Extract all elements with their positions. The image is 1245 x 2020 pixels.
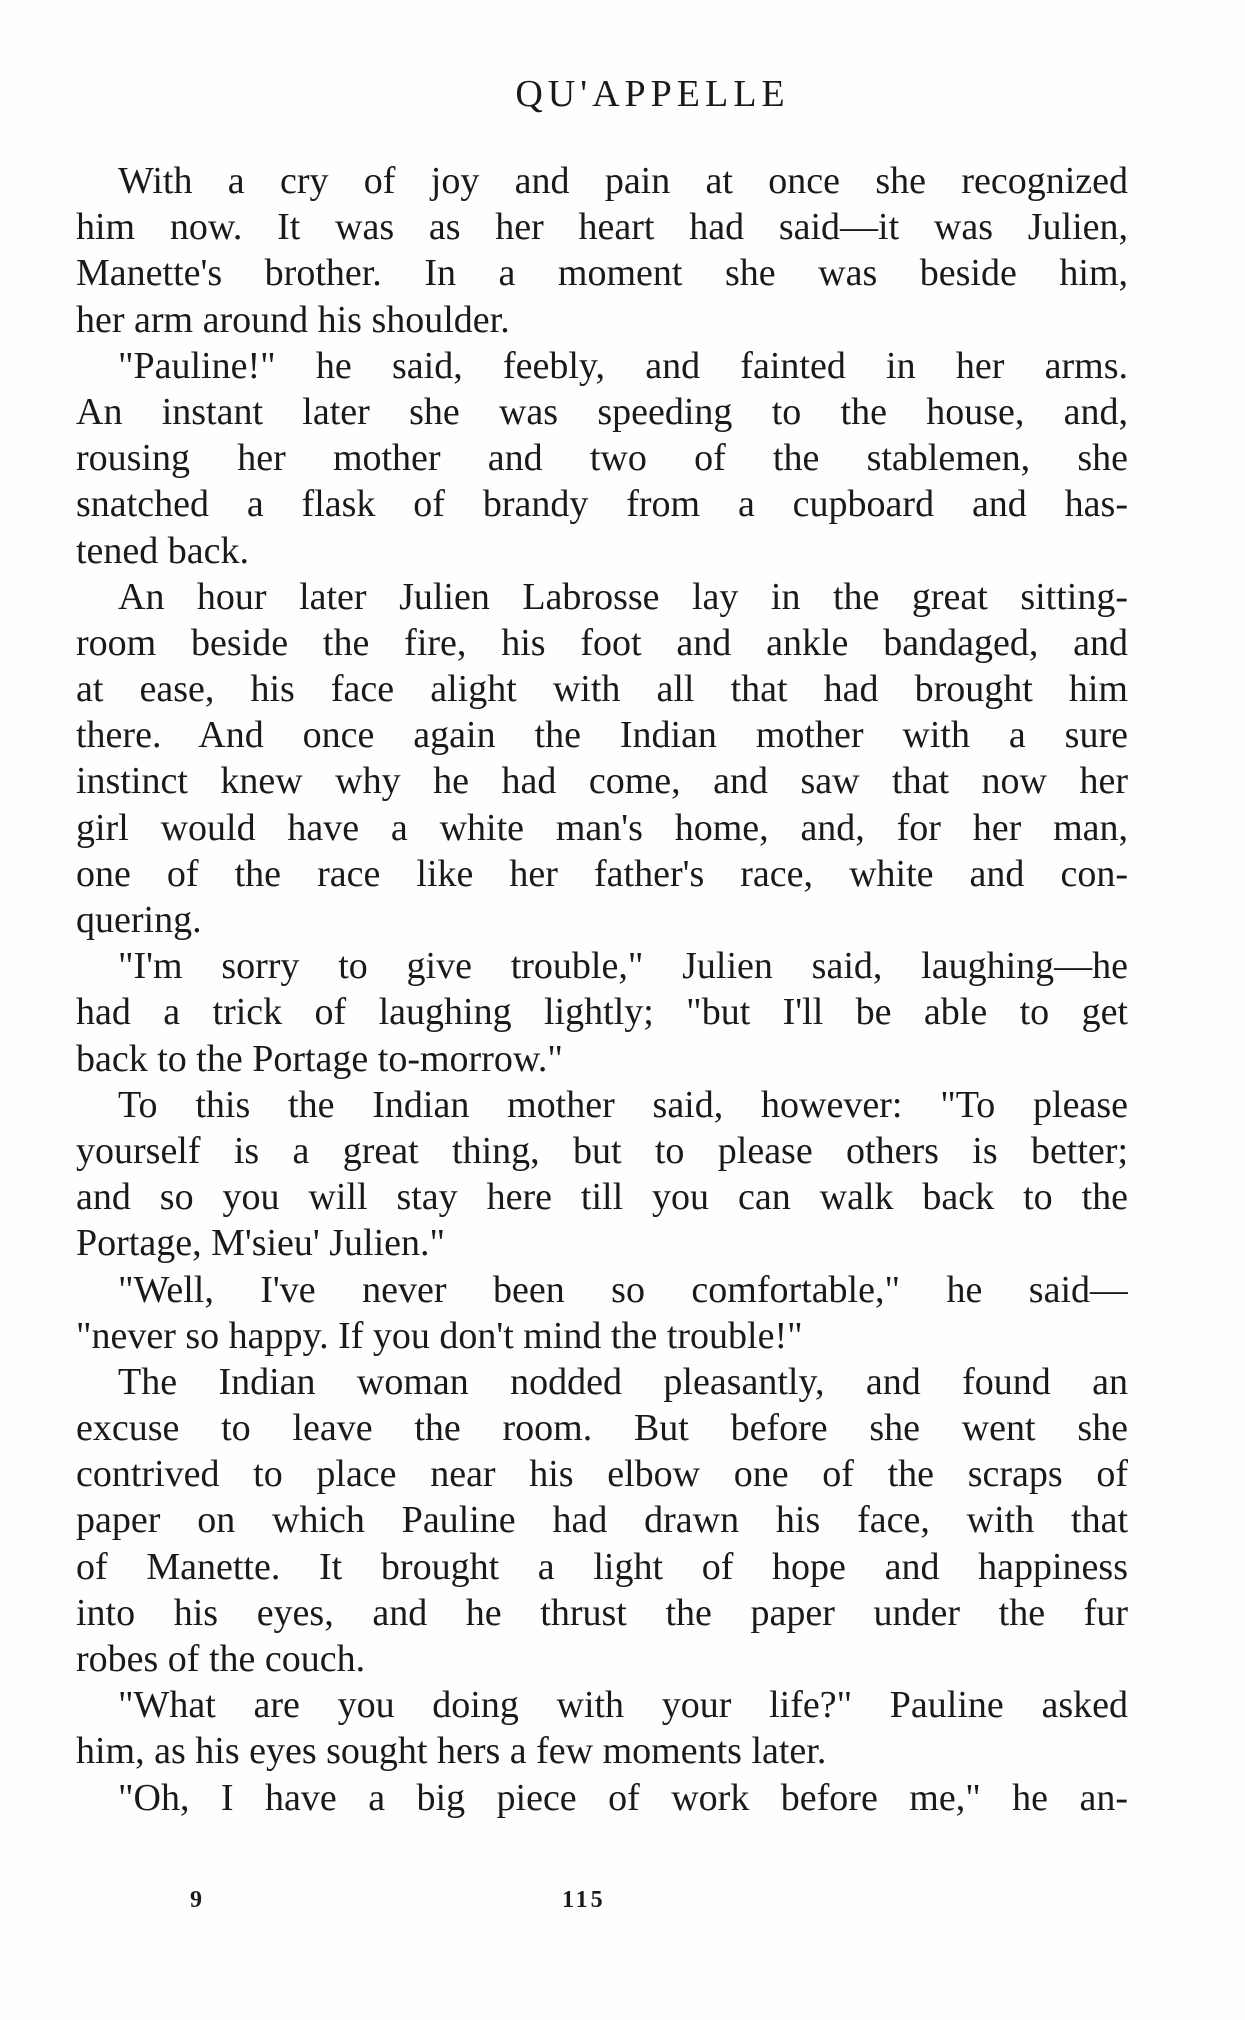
signature-mark: 9 xyxy=(190,1887,202,1913)
page-number: 115 xyxy=(562,1887,606,1913)
text-line: at ease, his face alight with all that had brought him xyxy=(76,668,1128,711)
text-line: "Well, I've never been so comfortable," he said— xyxy=(118,1268,1128,1311)
text-line: "I'm sorry to give trouble," Julien said, laughing—he xyxy=(118,945,1128,988)
text-line: yourself is a great thing, but to please others is better; xyxy=(76,1129,1128,1172)
text-line: robes of the couch. xyxy=(76,1638,366,1680)
text-line: of Manette. It brought a light of hope and happiness xyxy=(76,1545,1128,1588)
text-line: girl would have a white man's home, and, for her man, xyxy=(76,806,1128,849)
text-line: "never so happy. If you don't mind the trouble!" xyxy=(76,1314,803,1357)
text-line: An hour later Julien Labrosse lay in the great sitting- xyxy=(118,575,1128,618)
text-line: had a trick of laughing lightly; "but I'll be able to get xyxy=(76,991,1128,1034)
text-line: quering. xyxy=(76,899,202,941)
body-text xyxy=(76,158,1128,1821)
text-line: one of the race like her father's race, white and con- xyxy=(76,852,1128,895)
text-line: With a cry of joy and pain at once she recognized xyxy=(118,160,1128,202)
text-line: into his eyes, and he thrust the paper under the fur xyxy=(76,1591,1128,1634)
text-line: An instant later she was speeding to the house, and, xyxy=(76,390,1128,433)
text-line: paper on which Pauline had drawn his face, with that xyxy=(76,1499,1128,1542)
text-line: tened back. xyxy=(76,529,250,572)
text-line: To this the Indian mother said, however: "To please xyxy=(118,1083,1128,1126)
running-head: QU'APPELLE xyxy=(515,73,790,115)
text-line: "Oh, I have a big piece of work before me," he an- xyxy=(118,1776,1128,1819)
text-line: him now. It was as her heart had said—it was Julien, xyxy=(76,206,1128,249)
page-footer xyxy=(0,1887,1245,1917)
text-line: her arm around his shoulder. xyxy=(76,298,510,341)
text-line: instinct knew why he had come, and saw that now her xyxy=(76,760,1128,803)
text-line: snatched a flask of brandy from a cupboard and has- xyxy=(76,483,1128,526)
text-line: Portage, M'sieu' Julien." xyxy=(76,1222,446,1265)
text-line: room beside the fire, his foot and ankle bandaged, and xyxy=(76,621,1128,664)
text-line: Manette's brother. In a moment she was beside him, xyxy=(76,252,1128,295)
text-line: "What are you doing with your life?" Pauline asked xyxy=(118,1684,1128,1727)
text-line: there. And once again the Indian mother with a sure xyxy=(76,714,1128,757)
text-line: excuse to leave the room. But before she went she xyxy=(76,1407,1128,1450)
text-line: rousing her mother and two of the stablemen, she xyxy=(76,437,1128,480)
text-line: back to the Portage to-morrow." xyxy=(76,1037,563,1080)
text-line: and so you will stay here till you can walk back to the xyxy=(76,1176,1128,1219)
text-line: contrived to place near his elbow one of the scraps of xyxy=(76,1453,1128,1496)
text-line: "Pauline!" he said, feebly, and fainted in her arms. xyxy=(118,344,1128,387)
text-line: The Indian woman nodded pleasantly, and found an xyxy=(118,1360,1128,1403)
text-line: him, as his eyes sought hers a few moments later. xyxy=(76,1730,827,1773)
